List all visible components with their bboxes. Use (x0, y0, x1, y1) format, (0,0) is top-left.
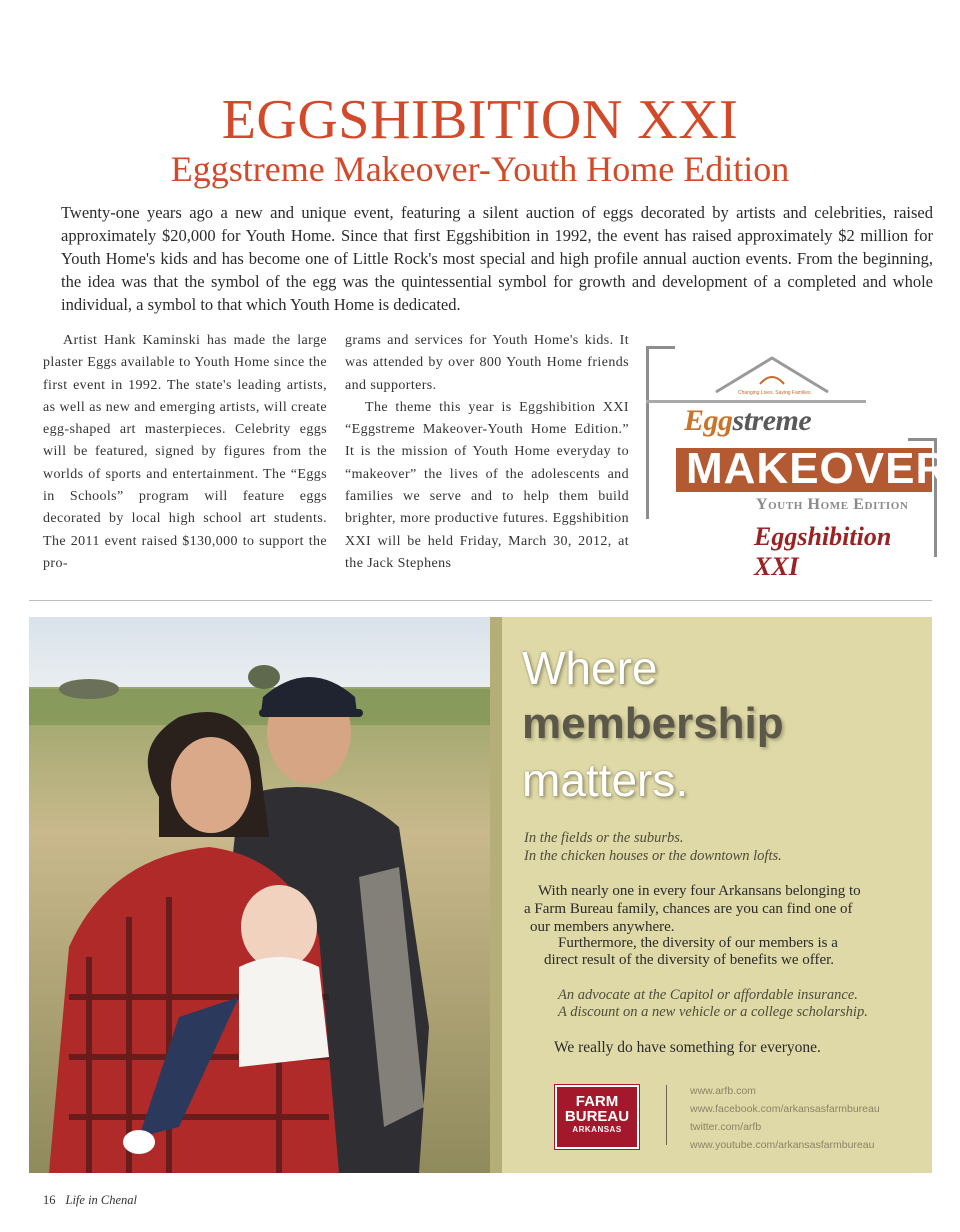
section-divider (29, 600, 932, 601)
article-subtitle: Eggstreme Makeover-Youth Home Edition (170, 149, 790, 189)
ad-italic-line-2: In the chicken houses or the downtown lofts. (524, 848, 782, 864)
column-2-paragraph-1: grams and services for Youth Home's kids. It was attended by over 800 Youth Home friends and supporters. (345, 333, 629, 393)
farm-bureau-logo-arkansas: ARKANSAS (572, 1125, 622, 1134)
family-photo-illustration (29, 617, 490, 1173)
eggshibition-logo (646, 344, 949, 581)
ad-link-website[interactable]: www.arfb.com (690, 1085, 756, 1097)
ad-body-line-5: direct result of the diversity of benefits we offer. (544, 952, 835, 968)
house-roof-icon (710, 354, 834, 394)
magazine-name: Life in Chenal (65, 1193, 138, 1207)
ad-italic-line-1: In the fields or the suburbs. (524, 830, 684, 846)
ad-body-line-2: a Farm Bureau family, chances are you can find one of (524, 901, 853, 917)
ad-links-list (690, 1082, 880, 1154)
farm-bureau-logo (555, 1085, 639, 1149)
ad-headline-membership: membership (522, 699, 784, 748)
ad-body-line-3: our members anywhere. (530, 919, 675, 935)
page-number: 16 (43, 1193, 56, 1207)
article-column-1 (43, 330, 327, 575)
logo-makeover-text: MAKEOVER (686, 444, 949, 493)
ad-link-twitter[interactable]: twitter.com/arfb (690, 1121, 762, 1133)
article-title: EGGSHIBITION XXI (221, 89, 739, 151)
ad-family-photo (29, 617, 490, 1173)
ad-links-divider (666, 1085, 667, 1145)
column-2-paragraph-2: The theme this year is Eggshibition XXI “Eggstreme Makeover-Youth Home Edition.” It is the mission of Youth Home everyday to “makeover” the lives of the adolescents and families we serve and to help them build brighter, more productive futures. Eggshibition XXI will be held Friday, March 30, 2012, at the Jack Stephens (345, 399, 629, 571)
logo-egg-text: Egg (684, 404, 733, 437)
ad-body-line-4: Furthermore, the diversity of our members is a (558, 935, 838, 951)
logo-tagline: Changing Lives. Saving Families. (738, 390, 812, 396)
page-footer (43, 1193, 137, 1208)
logo-streme-text: streme (732, 404, 812, 437)
article-column-2 (345, 330, 629, 575)
ad-body-line-1: With nearly one in every four Arkansans belonging to (538, 883, 861, 899)
ad-italic-line-3: An advocate at the Capitol or affordable insurance. (558, 987, 858, 1003)
logo-eggshibition-text: Eggshibition XXI (754, 522, 892, 581)
ad-link-facebook[interactable]: www.facebook.com/arkansasfarmbureau (690, 1103, 880, 1115)
column-1-paragraph: Artist Hank Kaminski has made the large plaster Eggs available to Youth Home since the first event in 1992. The state's leading artists, as well as new and emerging artists, will create egg-shaped art masterpieces. Celebrity eggs will be featured, signed by figures from the worlds of sports and entertainment. The “Eggs in Schools” program will feature eggs decorated by local high school art students. The 2011 event raised $130,000 to support the pro- (43, 333, 327, 571)
logo-eggstreme (684, 404, 811, 438)
logo-edition-text: Youth Home Edition (756, 496, 909, 513)
farm-bureau-logo-bureau: BUREAU (564, 1108, 630, 1125)
ad-headline-where: Where (522, 642, 658, 694)
ad-link-youtube[interactable]: www.youtube.com/arkansasfarmbureau (690, 1139, 875, 1151)
ad-italic-line-4: A discount on a new vehicle or a college scholarship. (558, 1004, 868, 1020)
farm-bureau-logo-farm: FARM (575, 1093, 619, 1110)
ad-headline-matters: matters. (522, 754, 689, 806)
ad-closing-line: We really do have something for everyone. (554, 1039, 821, 1056)
article-intro: Twenty-one years ago a new and unique event, featuring a silent auction of eggs decorated by artists and celebrities, raised approximately $20,000 for Youth Home. Since that first Eggshibition in 1992, the event has raised approximately $2 million for Youth Home's kids and has become one of Little Rock's most special and high profile annual auction events. From the beginning, the idea was that the symbol of the egg was the quintessential symbol for growth and development of a completed and whole individual, a symbol to that which Youth Home is dedicated. (61, 203, 933, 314)
logo-frame-left (646, 346, 675, 519)
ad-panel-stripe (490, 617, 502, 1173)
logo-frame-mid (646, 400, 866, 403)
